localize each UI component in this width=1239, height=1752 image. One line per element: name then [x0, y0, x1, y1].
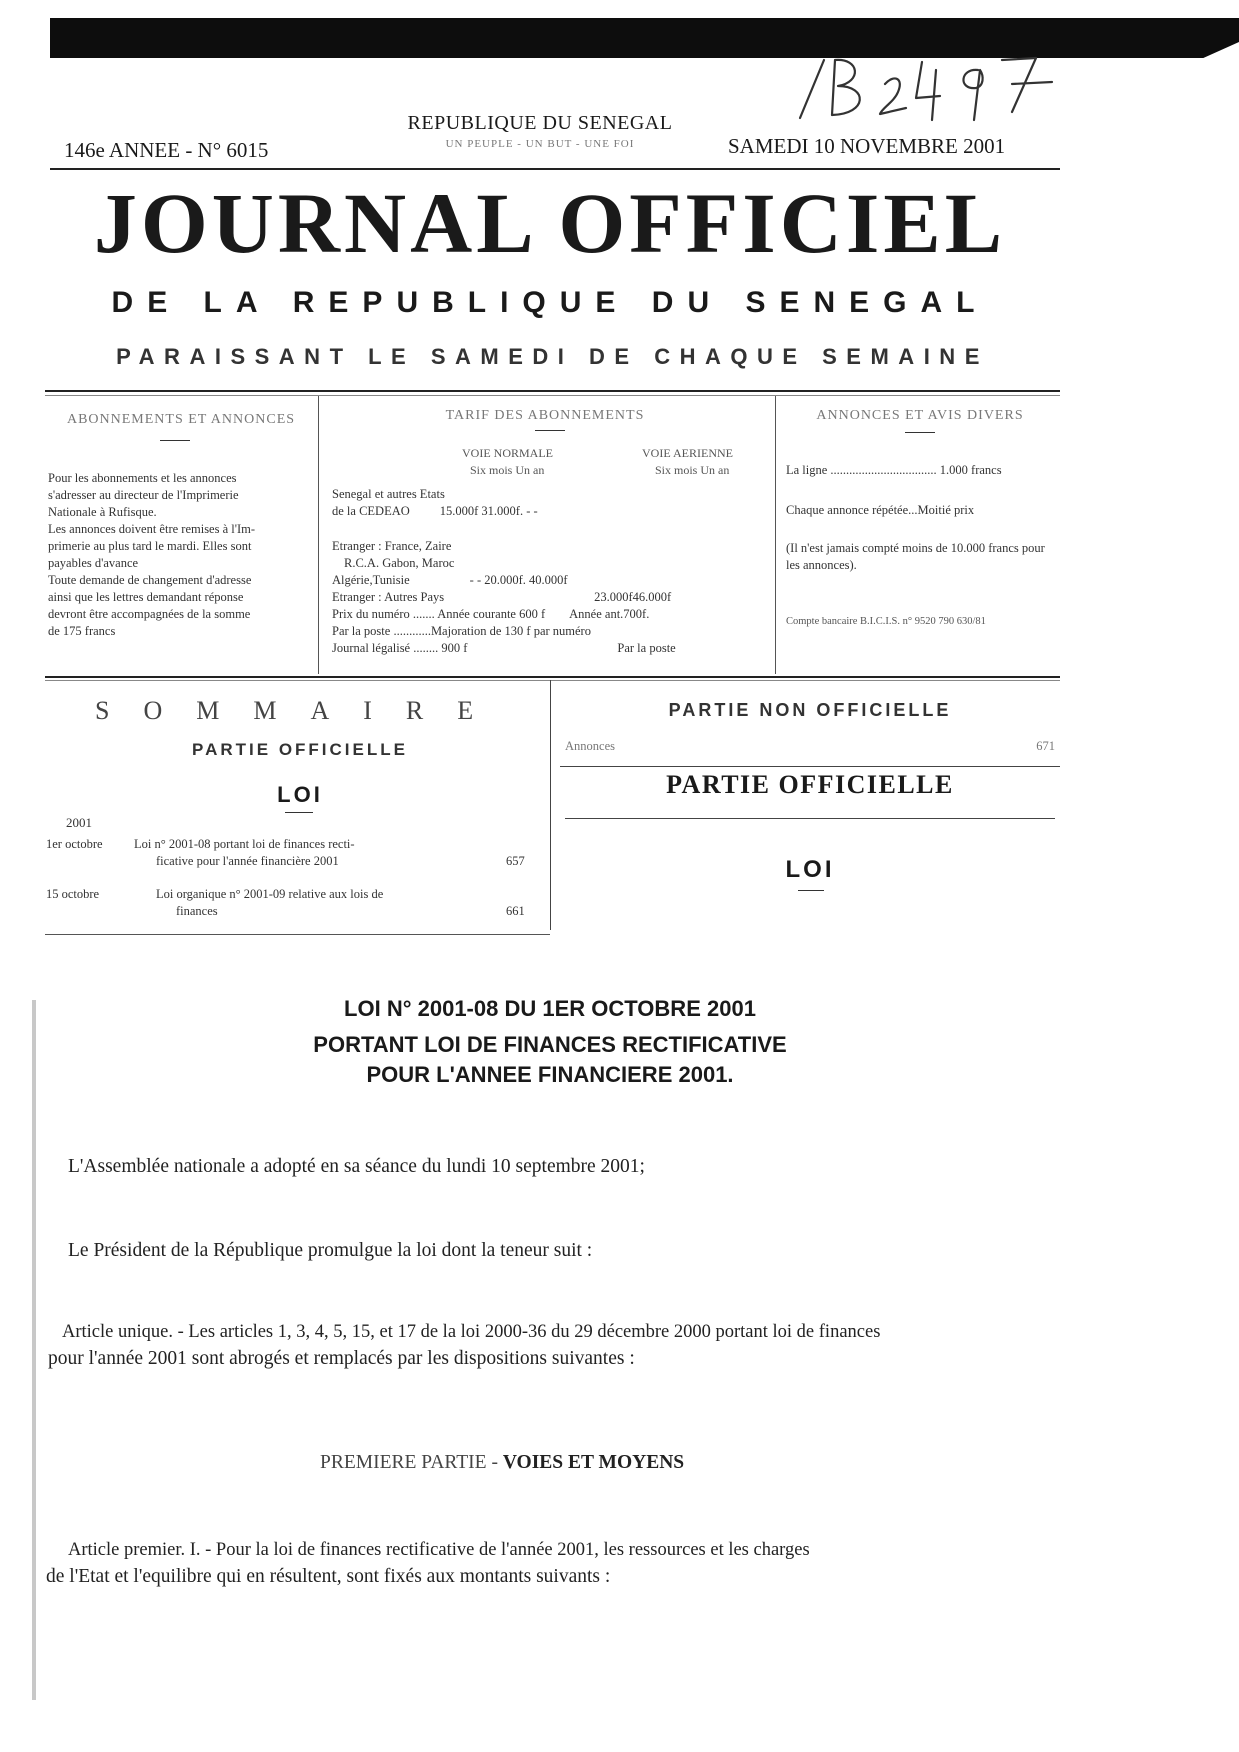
- article-unique-line-1: Article unique. - Les articles 1, 3, 4, 5, 15, et 17 de la loi 2000-36 du 29 décembre 2000 portant loi de finances: [62, 1322, 881, 1342]
- col-dash: [160, 440, 190, 441]
- rate-row: [332, 640, 772, 657]
- info-box-top-rule-2: [45, 395, 1060, 396]
- issue-number: 146e ANNEE - N° 6015: [64, 138, 269, 162]
- sommaire-divider: [550, 680, 551, 930]
- rate-row: [332, 589, 772, 606]
- text-line: Les annonces doivent être remises à l'Im-: [48, 522, 256, 536]
- rate-row: [332, 572, 772, 589]
- bank-account: Compte bancaire B.I.C.I.S. n° 9520 790 630/81: [786, 616, 986, 627]
- rate-row: [332, 555, 772, 572]
- col-dash: [905, 432, 935, 433]
- article-premier-line-1: Article premier. I. - Pour la loi de finances rectificative de l'année 2001, les ressources et les charges: [68, 1540, 810, 1560]
- rates-title: TARIF DES ABONNEMENTS: [445, 408, 645, 423]
- entry-date: 15 octobre: [46, 887, 100, 901]
- rate-row: [332, 606, 772, 623]
- part-heading-prefix: PREMIERE PARTIE -: [320, 1452, 503, 1473]
- text-line: de 175 francs: [48, 624, 116, 638]
- publication-frequency: PARAISSANT LE SAMEDI DE CHAQUE SEMAINE: [116, 344, 989, 369]
- col-dash: [535, 430, 565, 431]
- loi-heading: LOI: [785, 856, 835, 883]
- info-box-top-rule: [45, 390, 1060, 392]
- part-heading-main: VOIES ET MOYENS: [502, 1452, 685, 1473]
- non-officielle-rule: [560, 766, 1060, 767]
- sommaire-partie-officielle: PARTIE OFFICIELLE: [192, 740, 408, 759]
- info-divider-2: [775, 396, 776, 674]
- header-rule: [50, 168, 1060, 170]
- text-line: primerie au plus tard le mardi. Elles sont: [48, 539, 252, 553]
- law-paragraph: Le Président de la République promulgue la loi dont la teneur suit :: [68, 1240, 593, 1261]
- law-title-line-2: PORTANT LOI DE FINANCES RECTIFICATIVE: [313, 1032, 787, 1057]
- rate-values: 15.000f 31.000f. - -: [439, 504, 538, 518]
- text-line: ainsi que les lettres demandant réponse: [48, 590, 244, 604]
- rate-label: Senegal et autres Etats: [332, 487, 445, 501]
- rate-row: [332, 623, 772, 640]
- voie-normale: VOIE NORMALE: [462, 446, 553, 460]
- sommaire-loi: LOI: [277, 782, 323, 807]
- repeat-price: Chaque annonce répétée...Moitié prix: [786, 503, 975, 517]
- rate-values: Par la poste: [617, 641, 676, 655]
- info-box-bottom-rule-2: [45, 680, 1060, 681]
- period-aerienne: Six mois Un an: [655, 463, 730, 477]
- article-unique-line-2: pour l'année 2001 sont abrogés et remplacés par les dispositions suivantes :: [48, 1348, 635, 1369]
- rate-label: Journal légalisé ........ 900 f: [332, 641, 468, 655]
- announcements-title: ANNONCES ET AVIS DIVERS: [816, 408, 1024, 423]
- partie-officielle-heading: PARTIE OFFICIELLE: [666, 770, 954, 799]
- issue-date: SAMEDI 10 NOVEMBRE 2001: [728, 134, 1006, 158]
- text-line: Nationale à Rufisque.: [48, 505, 157, 519]
- annonces-entry[interactable]: [565, 738, 1055, 755]
- entry-page: 661: [506, 904, 525, 918]
- rate-label: Prix du numéro ....... Année courante 600 f: [332, 607, 546, 621]
- journal-subtitle: DE LA REPUBLIQUE DU SENEGAL: [111, 286, 989, 319]
- rate-label: Par la poste ............Majoration de 130 f par numéro: [332, 624, 591, 638]
- law-title: LOI N° 2001-08 DU 1ER OCTOBRE 2001: [344, 996, 756, 1021]
- handwritten-reference: [790, 40, 1150, 130]
- sommaire-dash: [285, 812, 313, 813]
- sommaire-year: 2001: [66, 815, 92, 830]
- rates-table: [332, 486, 772, 657]
- republic-motto: UN PEUPLE - UN BUT - UNE FOI: [445, 138, 635, 150]
- law-paragraph: L'Assemblée nationale a adopté en sa séance du lundi 10 septembre 2001;: [68, 1156, 645, 1177]
- voie-aerienne: VOIE AERIENNE: [642, 446, 733, 460]
- text-line: s'adresser au directeur de l'Imprimerie: [48, 488, 239, 502]
- rate-label: Algérie,Tunisie: [332, 573, 410, 587]
- part-heading: [320, 1452, 920, 1474]
- text-line: Toute demande de changement d'adresse: [48, 573, 252, 587]
- rate-label: Etranger : Autres Pays: [332, 590, 445, 604]
- rate-values: 23.000f46.000f: [594, 590, 672, 604]
- scan-margin-shadow: [32, 1000, 36, 1700]
- rate-label: Etranger : France, Zaire: [332, 539, 452, 553]
- annonces-label: Annonces: [565, 739, 615, 753]
- sommaire-bottom-rule: [45, 934, 550, 935]
- entry-text[interactable]: ficative pour l'année financière 2001: [156, 854, 339, 868]
- republic-name: REPUBLIQUE DU SENEGAL: [407, 112, 673, 134]
- loi-dash: [798, 890, 824, 891]
- subscriptions-text: [48, 470, 316, 640]
- text-line: devront être accompagnées de la somme: [48, 607, 251, 621]
- minimum-note: (Il n'est jamais compté moins de 10.000 francs pour les annonces).: [786, 541, 1045, 572]
- info-box-bottom-rule: [45, 676, 1060, 678]
- subscriptions-title: ABONNEMENTS ET ANNONCES: [66, 412, 296, 427]
- rate-values: Année ant.700f.: [569, 607, 650, 621]
- line-price: La ligne .................................. 1.000 francs: [786, 463, 1002, 477]
- annonces-page: 671: [1036, 739, 1055, 753]
- text-line: payables d'avance: [48, 556, 139, 570]
- info-divider-1: [318, 396, 319, 674]
- journal-title: JOURNAL OFFICIEL: [93, 175, 1007, 271]
- sommaire-entry: [46, 886, 546, 920]
- text-line: Pour les abonnements et les annonces: [48, 471, 237, 485]
- sommaire-title: SOMMAIRE: [95, 696, 508, 725]
- partie-officielle-rule: [565, 818, 1055, 819]
- non-officielle-title: PARTIE NON OFFICIELLE: [668, 700, 952, 720]
- period-normale: Six mois Un an: [470, 463, 545, 477]
- rate-row: [332, 486, 772, 503]
- rate-row: [332, 538, 772, 555]
- entry-date: 1er octobre: [46, 837, 103, 851]
- entry-text[interactable]: Loi organique n° 2001-09 relative aux lois de: [156, 887, 384, 901]
- entry-page: 657: [506, 854, 525, 868]
- rate-label: R.C.A. Gabon, Maroc: [344, 556, 455, 570]
- article-premier-line-2: de l'Etat et l'equilibre qui en résultent, sont fixés aux montants suivants :: [46, 1566, 611, 1587]
- rate-values: - - 20.000f. 40.000f: [469, 573, 568, 587]
- sommaire-entry: [46, 836, 546, 870]
- law-title-line-3: POUR L'ANNEE FINANCIERE 2001.: [366, 1062, 734, 1087]
- rate-row: [332, 503, 772, 520]
- entry-text[interactable]: finances: [176, 904, 218, 918]
- rate-label: de la CEDEAO: [332, 504, 410, 518]
- entry-text[interactable]: Loi n° 2001-08 portant loi de finances recti-: [134, 837, 355, 851]
